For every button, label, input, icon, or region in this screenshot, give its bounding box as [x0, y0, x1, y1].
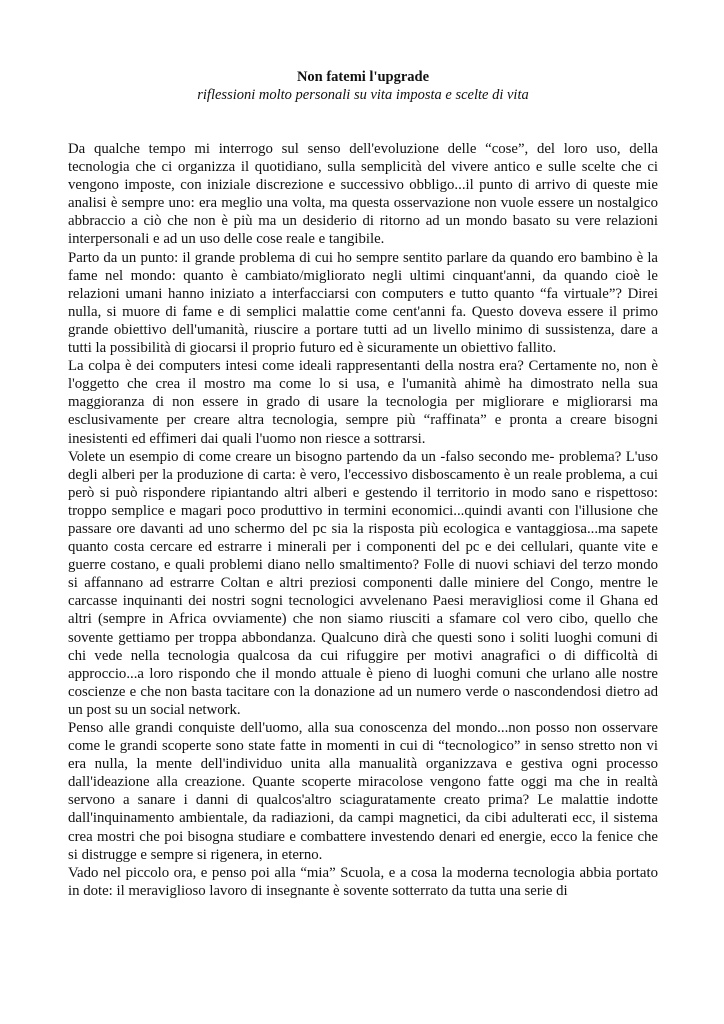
document-subtitle: riflessioni molto personali su vita imposta e scelte di vita [197, 87, 529, 103]
document-page [68, 68, 658, 900]
paragraph: Parto da un punto: il grande problema di cui ho sempre sentito parlare da quando ero bambino è la fame nel mondo: quanto è cambiato/migliorato negli ultimi cinquant'anni, da quando cioè le relazioni umani hanno iniziato a interfacciarsi con computers e tutto quanto “fa virtuale”? Direi nulla, si muore di fame e di semplici malattie come cent'anni fa. Questo doveva essere il primo grande obiettivo dell'umanità, riuscire a portare tutti ad un livello minimo di sussistenza, dare a tutti la possibilità di giocarsi il proprio futuro ed è sicuramente un obiettivo fallito. [68, 249, 658, 357]
paragraph: Penso alle grandi conquiste dell'uomo, alla sua conoscenza del mondo...non posso non osservare come le grandi scoperte sono state fatte in momenti in cui di “tecnologico” in senso stretto non vi era nulla, la mente dell'individuo unita alla manualità organizzava e gestiva ogni processo dall'ideazione alla creazione. Quante scoperte miracolose vengono fatte oggi ma che in realtà servono a sanare i danni di qualcos'altro sciaguratamente creato prima? Le malattie indotte dall'inquinamento ambientale, da radiazioni, da campi magnetici, da cibi adulterati ecc, il sistema crea mostri che poi bisogna studiare e combattere investendo denari ed energie, ecco la fenice che si distrugge e sempre si rigenera, in eterno. [68, 720, 658, 863]
document-title: Non fatemi l'upgrade [296, 69, 430, 85]
document-body [68, 140, 658, 900]
paragraph: Da qualche tempo mi interrogo sul senso dell'evoluzione delle “cose”, del loro uso, della tecnologia che ci organizza il quotidiano, sulla semplicità del vivere antico e sulle scelte che ci vengono imposte, con iniziale discrezione e successivo obbligo...il punto di arrivo di queste mie analisi è sempre uno: era meglio una volta, ma questa osservazione non vuole essere un nostalgico abbraccio a ciò che non è più ma un desiderio di ritorno ad un mondo basato su vere relazioni interpersonali e ad un uso delle cose reale e tangibile. [68, 141, 658, 248]
paragraph: Vado nel piccolo ora, e penso poi alla “mia” Scuola, e a cosa la moderna tecnologia abbia portato in dote: il meraviglioso lavoro di insegnante è sovente sotterrato da tutta una serie di [68, 864, 658, 899]
paragraph: La colpa è dei computers intesi come ideali rappresentanti della nostra era? Certamente no, non è l'oggetto che crea il mostro ma come lo si usa, e l'umanità ahimè ha dimostrato nella sua maggioranza di non essere in grado di usare la tecnologia per migliorare e migliorarsi ma esclusivamente per creare altra tecnologia, sempre più “raffinata” e pronta a creare bisogni inesistenti ed effimeri dai quali l'uomo non riesce a sottrarsi. [68, 358, 658, 447]
paragraph: Volete un esempio di come creare un bisogno partendo da un -falso secondo me- problema? L'uso degli alberi per la produzione di carta: è vero, l'eccessivo disboscamento è un reale problema, a cui però si può rispondere ripiantando altri alberi e gestendo il territorio in modo sano e rispettoso: troppo semplice e magari poco produttivo in termini economici...quindi avanti con l'illusione che passare ore davanti ad uno schermo del pc sia la risposta più ecologica e vantaggiosa...ma sapete quanto costa cercare ed estrarre i minerali per i componenti del pc e dei cellulari, quante vite e guerre costano, e quali problemi diano nello smaltimento? Folle di nuovi schiavi del terzo mondo si affannano ad estrarre Coltan e altri preziosi componenti dalle miniere del Congo, mentre le carcasse inquinanti dei nostri sogni tecnologici avvelenano Paesi meravigliosi come il Ghana ed altri (sempre in Africa ovviamente) che non siamo riusciti a sfamare col vero cibo, quello che sovente gettiamo per troppa abbondanza. Qualcuno dirà che questi sono i soliti luoghi comuni di chi vede nella tecnologia qualcosa da cui rifuggire per motivi anagrafici o di difficoltà di approccio...a loro rispondo che il mondo attuale è pieno di luoghi comuni che urlano alle nostre coscienze e che non basta tacitare con la donazione ad un numero verde o nascondendosi dietro ad un post su un social network. [68, 448, 658, 718]
